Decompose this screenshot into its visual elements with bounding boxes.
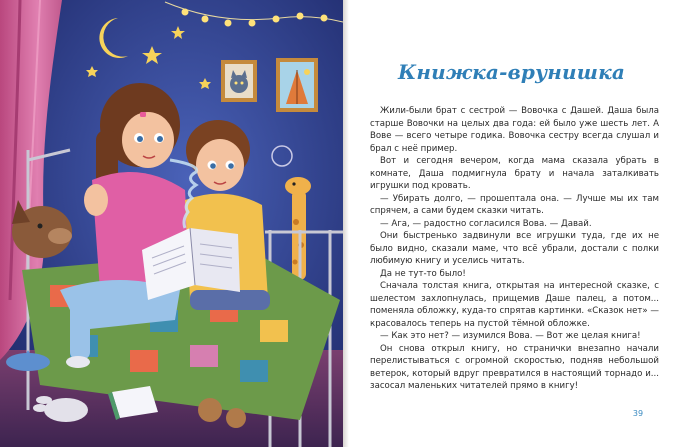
- page-number: 39: [632, 409, 644, 418]
- story-body: [370, 105, 659, 393]
- paragraph: Он снова открыл книгу, но странички внезапно начали перелистываться с огромной скоростью, подняв небольшой ветерок, который вдруг превратился в настоящий торнадо и... засосал маленьких читателей прямо в книгу!: [370, 343, 659, 391]
- paragraph: Вот и сегодня вечером, когда мама сказала убрать в комнате, Даша подмигнула брату и начала заталкивать игрушки под кровать.: [370, 156, 659, 191]
- paragraph: — Убирать долго, — прошептала она. — Лучше мы их там спрячем, а сами будем сказки читать.: [370, 193, 659, 216]
- paragraph: Да не тут-то было!: [380, 268, 466, 279]
- paragraph: — Как это нет? — изумился Вова. — Вот же целая книга!: [380, 331, 641, 341]
- tent-picture-icon: [276, 58, 318, 112]
- cat-picture-icon: [221, 60, 257, 102]
- paragraph: Жили-были брат с сестрой — Вовочка с Дашей. Даша была старше Вовочки на целых два года: ей было уже шесть лет. А Вове — всего четыре годика. Вовочка сестру всегда слушал и брал с неё пример.: [370, 106, 659, 154]
- story-title: Книжка-врунишка: [397, 60, 626, 84]
- paragraph: Они быстренько задвинули все игрушки туда, где их не было видно, сказали маме, что всё убрали, достали с полки любимую книгу и уселись читать.: [370, 231, 659, 266]
- paragraph: Сначала толстая книга, открытая на интересной сказке, с шелестом захлопнулась, прищемив Даше палец, а потом... поменяла обложку, куда-то спрятав картинки. «Сказок нет» — красовалось теперь на пустой тёмной обложке.: [370, 281, 659, 329]
- text-page: [349, 0, 674, 447]
- paragraph: — Ага, — радостно согласился Вова. — Давай.: [380, 218, 592, 229]
